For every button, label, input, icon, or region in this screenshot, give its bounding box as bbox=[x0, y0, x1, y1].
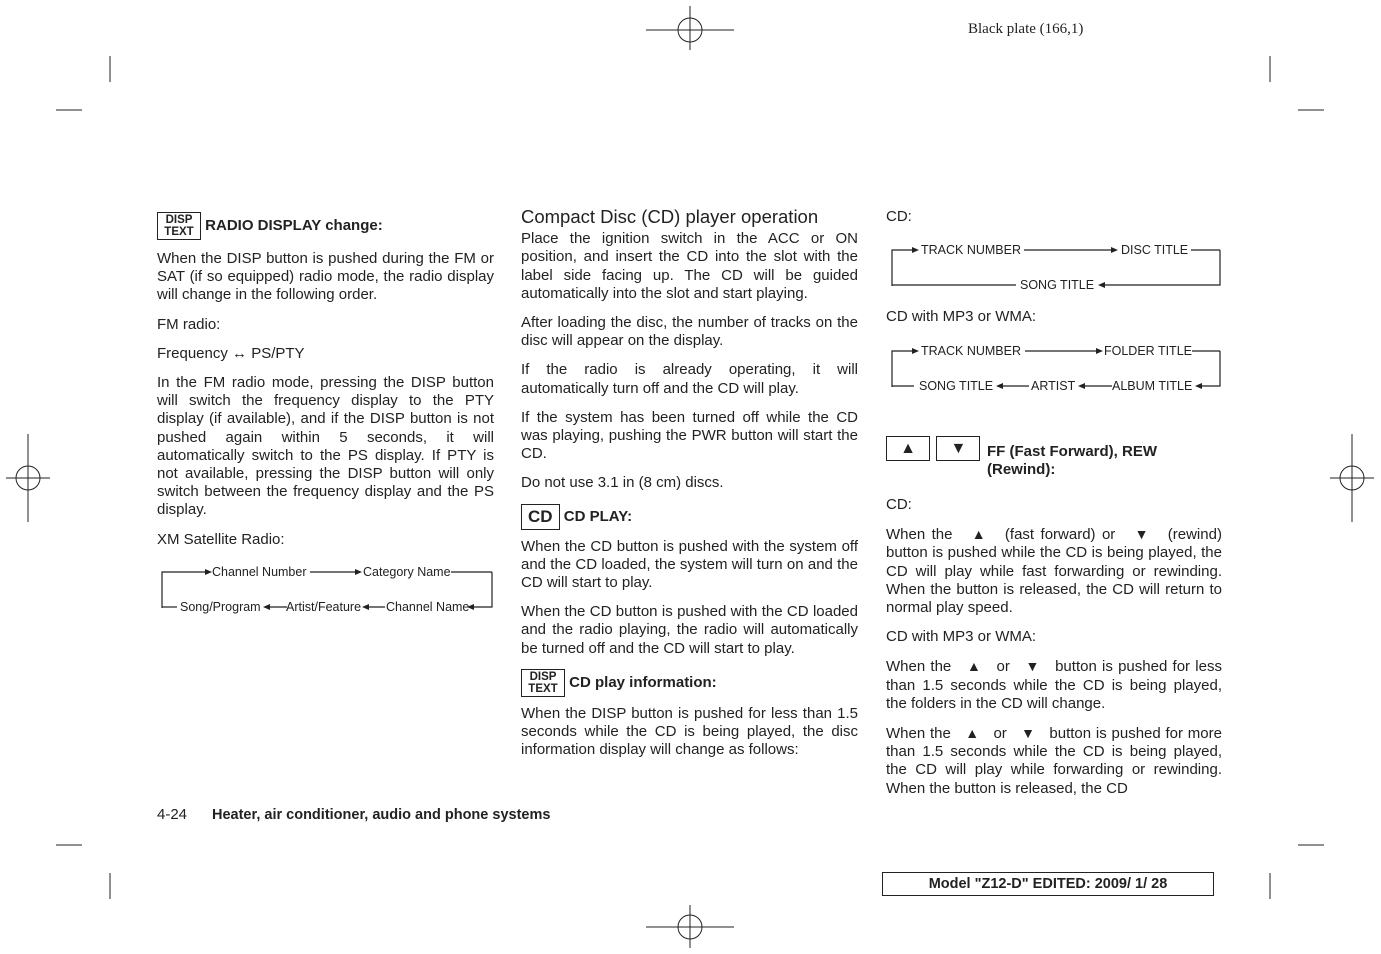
paragraph: When the DISP button is pushed during the FM or SAT (if so equipped) radio mode, the radio display will change in the following order. bbox=[157, 250, 494, 304]
cd-display-diagram bbox=[886, 238, 1226, 296]
paragraph: When the CD button is pushed with the system off and the CD loaded, the system will turn on and the CD will start to play. bbox=[521, 537, 858, 592]
diagram-label: SONG TITLE bbox=[1020, 278, 1095, 292]
diagram-label: SONG TITLE bbox=[919, 379, 994, 393]
section-heading: CD play information: bbox=[569, 673, 717, 691]
column-middle bbox=[521, 208, 858, 770]
up-arrow-icon: ▲ bbox=[966, 658, 981, 675]
down-arrow-icon: ▼ bbox=[1021, 725, 1036, 742]
column-left bbox=[157, 212, 494, 560]
model-edited-box: Model "Z12-D" EDITED: 2009/ 1/ 28 bbox=[882, 872, 1214, 896]
diagram-label: FOLDER TITLE bbox=[1104, 344, 1192, 358]
ff-rew-heading bbox=[886, 436, 1222, 479]
paragraph: Place the ignition switch in the ACC or ON position, and insert the CD into the slot with the label side facing up. The CD will be guided automatically into the slot and start playing. bbox=[521, 230, 858, 302]
paragraph: XM Satellite Radio: bbox=[157, 530, 285, 548]
paragraph: If the system has been turned off while the CD was playing, pushing the PWR button will start the CD. bbox=[521, 408, 858, 463]
paragraph: CD: bbox=[886, 496, 912, 513]
diagram-label: Song/Program bbox=[180, 600, 261, 614]
down-arrow-icon: ▼ bbox=[1025, 658, 1040, 675]
paragraph: In the FM radio mode, pressing the DISP button will switch the frequency display to the PTY display (if available), and if the DISP button is not pushed again within 5 seconds, it will automatically switch to the PS display. If PTY is not available, pressing the DISP button will only switch between the frequency display and the PS display. bbox=[157, 374, 494, 519]
section-heading: RADIO DISPLAY change: bbox=[205, 216, 383, 234]
footer-section-title: Heater, air conditioner, audio and phone systems bbox=[212, 807, 551, 823]
radio-display-heading bbox=[157, 212, 494, 240]
disp-text-badge: DISP TEXT bbox=[521, 669, 565, 697]
seek-down-button-icon: ▼ bbox=[936, 436, 980, 461]
cd-label: CD: bbox=[886, 208, 912, 225]
diagram-label: ARTIST bbox=[1031, 379, 1076, 393]
seek-up-button-icon: ▲ bbox=[886, 436, 930, 461]
diagram-label: DISC TITLE bbox=[1121, 243, 1189, 257]
diagram-label: Category Name bbox=[363, 565, 451, 579]
diagram-label: Channel Name bbox=[386, 600, 470, 614]
paragraph: CD with MP3 or WMA: bbox=[886, 628, 1037, 646]
diagram-label: TRACK NUMBER bbox=[921, 344, 1022, 358]
paragraph: When the DISP button is pushed for less than 1.5 seconds while the CD is being played, the disc information display will change as follows: bbox=[521, 704, 858, 759]
up-arrow-icon: ▲ bbox=[965, 725, 980, 742]
diagram-label: ALBUM TITLE bbox=[1112, 379, 1193, 393]
paragraph: When the CD button is pushed with the CD loaded and the radio playing, the radio will automatically be turned off and the CD will start to play. bbox=[521, 603, 858, 657]
diagram-label: TRACK NUMBER bbox=[921, 243, 1022, 257]
paragraph: After loading the disc, the number of tracks on the disc will appear on the display. bbox=[521, 314, 858, 350]
disp-text-badge: DISP TEXT bbox=[157, 212, 201, 240]
section-heading: CD PLAY: bbox=[563, 507, 633, 525]
plate-label: Black plate (166,1) bbox=[968, 21, 1084, 37]
section-title: Compact Disc (CD) player operation bbox=[521, 206, 819, 227]
paragraph: FM radio: bbox=[157, 315, 221, 333]
cd-play-heading bbox=[521, 504, 858, 530]
paragraph: When the ▲ (fast forward) or ▼ (rewind) button is pushed while the CD is being played, the CD will play while fast forwarding or rewinding. When the button is released, the CD will return to normal play speed. bbox=[886, 526, 1222, 617]
down-arrow-icon: ▼ bbox=[1134, 526, 1149, 543]
paragraph: Frequency ↔ PS/PTY bbox=[157, 344, 305, 362]
section-heading: FF (Fast Forward), REW (Rewind): bbox=[987, 443, 1157, 479]
paragraph: If the radio is already operating, it will automatically turn off and the CD will play. bbox=[521, 361, 858, 397]
xm-display-diagram bbox=[157, 560, 497, 620]
up-arrow-icon: ▲ bbox=[971, 526, 986, 543]
mp3-display-diagram bbox=[886, 339, 1226, 397]
paragraph: When the ▲ or ▼ button is pushed for more than 1.5 seconds while the CD is being played, the CD will play while forwarding or rewinding. When the button is released, the CD bbox=[886, 725, 1222, 797]
diagram-label: Channel Number bbox=[212, 565, 307, 579]
cd-badge: CD bbox=[521, 504, 560, 530]
paragraph: Do not use 3.1 in (8 cm) discs. bbox=[521, 474, 724, 492]
diagram-label: Artist/Feature bbox=[286, 600, 362, 614]
page-number: 4-24 bbox=[157, 806, 188, 823]
column-right bbox=[886, 496, 1222, 809]
mp3-label: CD with MP3 or WMA: bbox=[886, 308, 1037, 325]
paragraph: When the ▲ or ▼ button is pushed for less than 1.5 seconds while the CD is being played, the folders in the CD will change. bbox=[886, 658, 1222, 712]
cd-info-heading bbox=[521, 669, 858, 697]
